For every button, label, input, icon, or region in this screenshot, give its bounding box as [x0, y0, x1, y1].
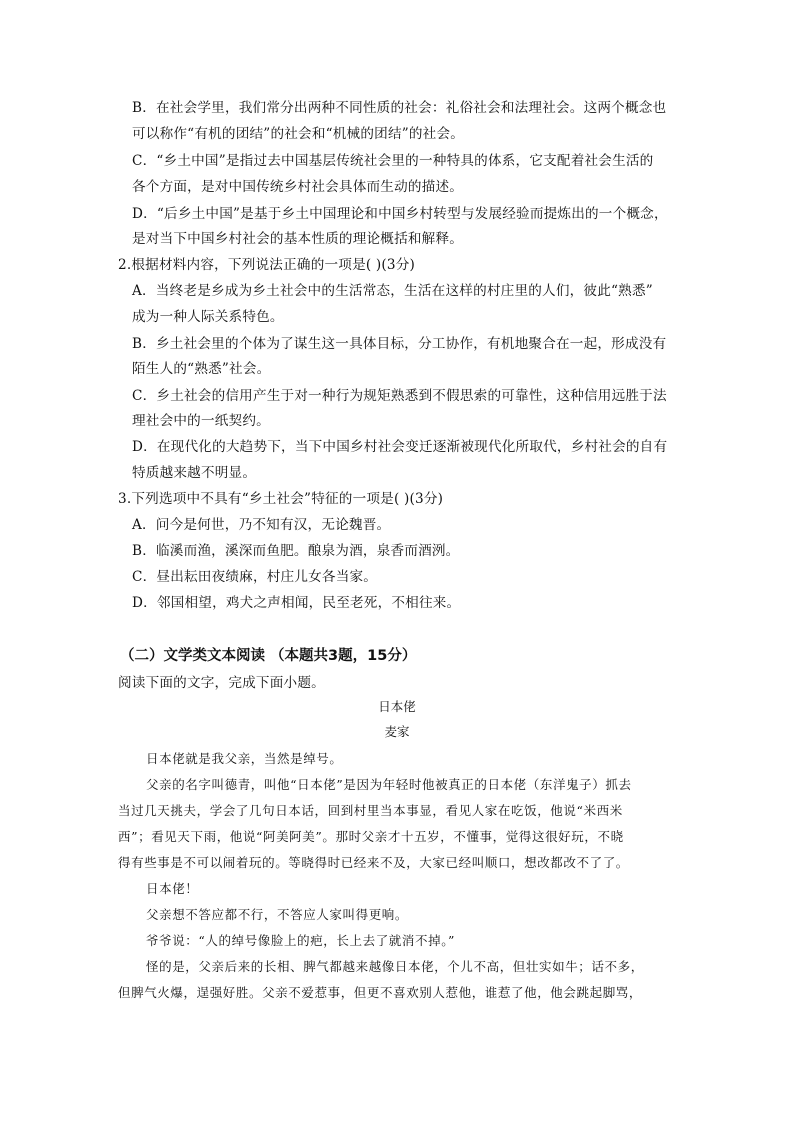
story-paragraph: 日本佬！ — [146, 881, 199, 896]
q2-option-a-line2: 成为一种人际关系特色。 — [132, 309, 284, 325]
q1-option-d-line1: D．“后乡土中国”是基于乡土中国理论和中国乡村转型与发展经验而提炼出的一个概念， — [132, 206, 668, 222]
q3-option-a: A．问今是何世，乃不知有汉，无论魏晋。 — [132, 517, 391, 533]
q1-option-d-line2: 是对当下中国乡村社会的基本性质的理论概括和解释。 — [132, 231, 464, 247]
story-paragraph: 父亲的名字叫德青，叫他“日本佬”是因为年轻时他被真正的日本佬（东洋鬼子）抓去 — [146, 777, 632, 792]
q3-option-b: B．临溪而渔，溪深而鱼肥。酿泉为酒，泉香而酒洌。 — [132, 543, 460, 559]
story-paragraph: 得有些事是不可以闹着玩的。等晓得时已经来不及，大家已经叫顺口，想改都改不了了。 — [118, 855, 629, 870]
q3-option-c: C．昼出耘田夜绩麻，村庄儿女各当家。 — [132, 569, 378, 585]
story-title: 日本佬 — [378, 699, 416, 714]
story-paragraph: 但脾气火爆，逞强好胜。父亲不爱惹事，但更不喜欢别人惹他，谁惹了他，他会跳起脚骂， — [118, 985, 643, 1000]
q1-option-c-line1: C．“乡土中国”是指过去中国基层传统社会里的一种特具的体系，它支配着社会生活的 — [132, 153, 654, 169]
q2-option-a-line1: A．当终老是乡成为乡土社会中的生活常态，生活在这样的村庄里的人们，彼此“熟悉” — [132, 283, 653, 299]
q2-option-d-line2: 特质越来越不明显。 — [132, 465, 257, 481]
reading-instruction: 阅读下面的文字，完成下面小题。 — [118, 675, 325, 691]
q3-stem: 3.下列选项中不具有“乡土社会”特征的一项是( )(3分) — [118, 491, 444, 507]
q2-option-c-line2: 理社会中的一纸契约。 — [132, 413, 270, 429]
story-paragraph: 怪的是，父亲后来的长相、脾气都越来越像日本佬，个儿不高，但壮实如牛；话不多， — [146, 959, 644, 974]
story-paragraph: 日本佬就是我父亲，当然是绰号。 — [146, 751, 343, 766]
section-heading: （二）文学类文本阅读 （本题共3题，15分） — [120, 648, 417, 664]
q2-option-c-line1: C．乡土社会的信用产生于对一种行为规矩熟悉到不假思索的可靠性，这种信用远胜于法 — [132, 388, 667, 404]
q1-option-b-line1: B．在社会学里，我们常分出两种不同性质的社会：礼俗社会和法理社会。这两个概念也 — [132, 100, 667, 116]
q1-option-c-line2: 各个方面，是对中国传统乡村社会具体而生动的描述。 — [132, 179, 464, 195]
story-author: 麦家 — [384, 724, 410, 739]
q2-option-b-line1: B．乡土社会里的个体为了谋生这一具体目标，分工协作，有机地聚合在一起，形成没有 — [132, 336, 667, 352]
story-paragraph: 西”；看见天下雨，他说“阿美阿美”。那时父亲才十五岁，不懂事，觉得这很好玩，不晓 — [118, 829, 624, 844]
q2-option-d-line1: D．在现代化的大趋势下，当下中国乡村社会变迁逐渐被现代化所取代，乡村社会的自有 — [132, 439, 668, 455]
story-paragraph: 爷爷说：“人的绰号像脸上的疤，长上去了就消不掉。” — [146, 933, 456, 948]
q2-option-b-line2: 陌生人的“熟悉”社会。 — [132, 361, 271, 377]
q2-stem: 2.根据材料内容，下列说法正确的一项是( )(3分) — [118, 257, 416, 273]
q3-option-d: D．邻国相望，鸡犬之声相闻，民至老死，不相往来。 — [132, 595, 461, 611]
q1-option-b-line2: 可以称作“有机的团结”的社会和“机械的团结”的社会。 — [132, 126, 465, 142]
story-paragraph: 父亲想不答应都不行，不答应人家叫得更响。 — [146, 907, 409, 922]
story-paragraph: 当过几天挑夫，学会了几句日本话，回到村里当本事显，看见人家在吃饭，他说“米西米 — [118, 803, 623, 818]
